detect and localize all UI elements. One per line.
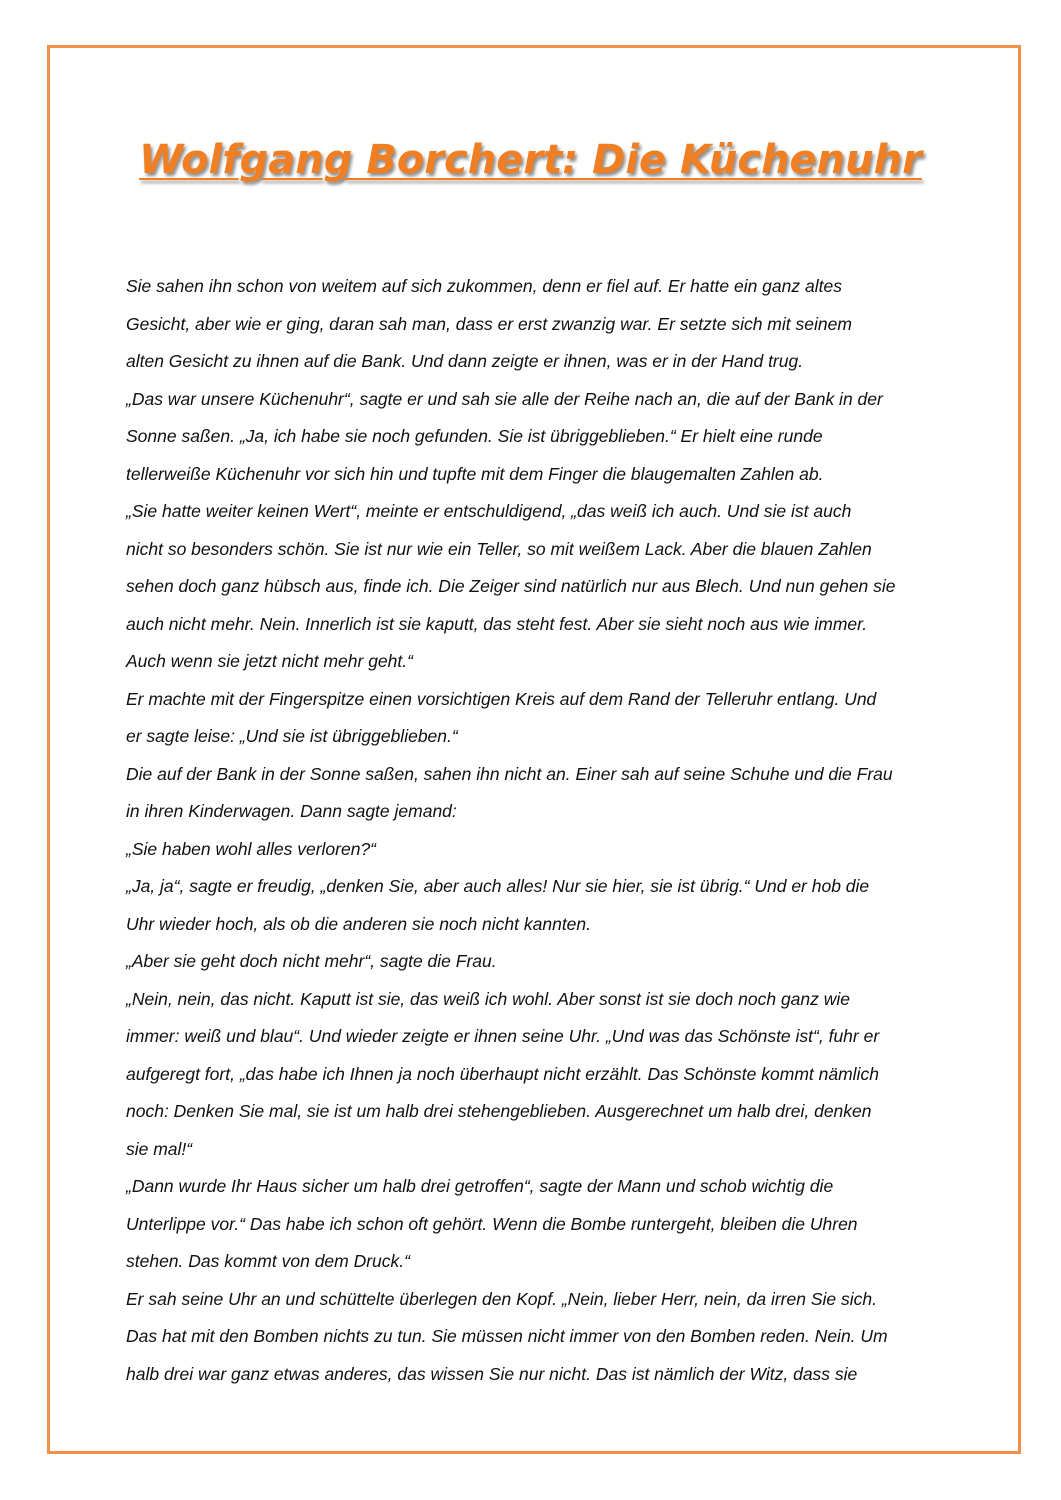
document-title: Wolfgang Borchert: Die Küchenuhr xyxy=(139,137,922,183)
text-line: tellerweiße Küchenuhr vor sich hin und tupfte mit dem Finger die blaugemalten Zahlen ab. xyxy=(126,463,824,484)
text-line: er sagte leise: „Und sie ist übriggeblieben.“ xyxy=(126,726,458,746)
text-line: „Ja, ja“, sagte er freudig, „denken Sie, aber auch alles! Nur sie hier, sie ist übrig.“ Und er hob die xyxy=(126,876,870,896)
text-line: in ihren Kinderwagen. Dann sagte jemand: xyxy=(126,801,457,821)
text-line: Die auf der Bank in der Sonne saßen, sahen ihn nicht an. Einer sah auf seine Schuhe und die Frau xyxy=(126,763,893,784)
text-line: noch: Denken Sie mal, sie ist um halb drei stehengeblieben. Ausgerechnet um halb drei, denken xyxy=(126,1101,872,1121)
text-line: alten Gesicht zu ihnen auf die Bank. Und dann zeigte er ihnen, was er in der Hand trug. xyxy=(126,351,804,371)
text-line: „Sie haben wohl alles verloren?“ xyxy=(126,838,376,859)
text-line: Unterlippe vor.“ Das habe ich schon oft gehört. Wenn die Bombe runtergeht, bleiben die Uhren xyxy=(126,1213,858,1234)
text-line: Auch wenn sie jetzt nicht mehr geht.“ xyxy=(126,651,413,671)
text-line: sie mal!“ xyxy=(126,1138,193,1159)
text-line: nicht so besonders schön. Sie ist nur wie ein Teller, so mit weißem Lack. Aber die blauen Zahlen xyxy=(126,538,872,559)
text-line: Uhr wieder hoch, als ob die anderen sie noch nicht kannten. xyxy=(126,913,592,934)
text-line: „Aber sie geht doch nicht mehr“, sagte die Frau. xyxy=(126,951,497,971)
text-line: Er sah seine Uhr an und schüttelte überlegen den Kopf. „Nein, lieber Herr, nein, da irren Sie sich. xyxy=(126,1288,877,1309)
text-line: „Das war unsere Küchenuhr“, sagte er und sah sie alle der Reihe nach an, die auf der Bank in der xyxy=(126,388,883,409)
story-text xyxy=(126,268,946,1393)
text-line: Sonne saßen. „Ja, ich habe sie noch gefunden. Sie ist übriggeblieben.“ Er hielt eine runde xyxy=(126,426,823,446)
text-line: Er machte mit der Fingerspitze einen vorsichtigen Kreis auf dem Rand der Telleruhr entlang. Und xyxy=(126,688,877,709)
text-line: immer: weiß und blau“. Und wieder zeigte er ihnen seine Uhr. „Und was das Schönste ist“, fuhr er xyxy=(126,1026,880,1046)
text-line: halb drei war ganz etwas anderes, das wissen Sie nur nicht. Das ist nämlich der Witz, dass sie xyxy=(126,1363,858,1384)
text-line: Das hat mit den Bomben nichts zu tun. Sie müssen nicht immer von den Bomben reden. Nein. Um xyxy=(126,1326,888,1346)
text-line: Sie sahen ihn schon von weitem auf sich zukommen, denn er fiel auf. Er hatte ein ganz altes xyxy=(126,276,842,296)
text-line: Gesicht, aber wie er ging, daran sah man, dass er erst zwanzig war. Er setzte sich mit seinem xyxy=(126,313,852,334)
text-line: „Dann wurde Ihr Haus sicher um halb drei getroffen“, sagte der Mann und schob wichtig die xyxy=(126,1176,834,1196)
text-line: „Nein, nein, das nicht. Kaputt ist sie, das weiß ich wohl. Aber sonst ist sie doch noch ganz wie xyxy=(126,988,851,1009)
text-line: stehen. Das kommt von dem Druck.“ xyxy=(126,1251,410,1271)
text-line: aufgeregt fort, „das habe ich Ihnen ja noch überhaupt nicht erzählt. Das Schönste kommt nämlich xyxy=(126,1063,879,1084)
text-line: auch nicht mehr. Nein. Innerlich ist sie kaputt, das steht fest. Aber sie sieht noch aus wie immer. xyxy=(126,613,868,634)
text-line: sehen doch ganz hübsch aus, finde ich. Die Zeiger sind natürlich nur aus Blech. Und nun gehen sie xyxy=(126,576,896,596)
text-line: „Sie hatte weiter keinen Wert“, meinte er entschuldigend, „das weiß ich auch. Und sie ist auch xyxy=(126,501,852,521)
